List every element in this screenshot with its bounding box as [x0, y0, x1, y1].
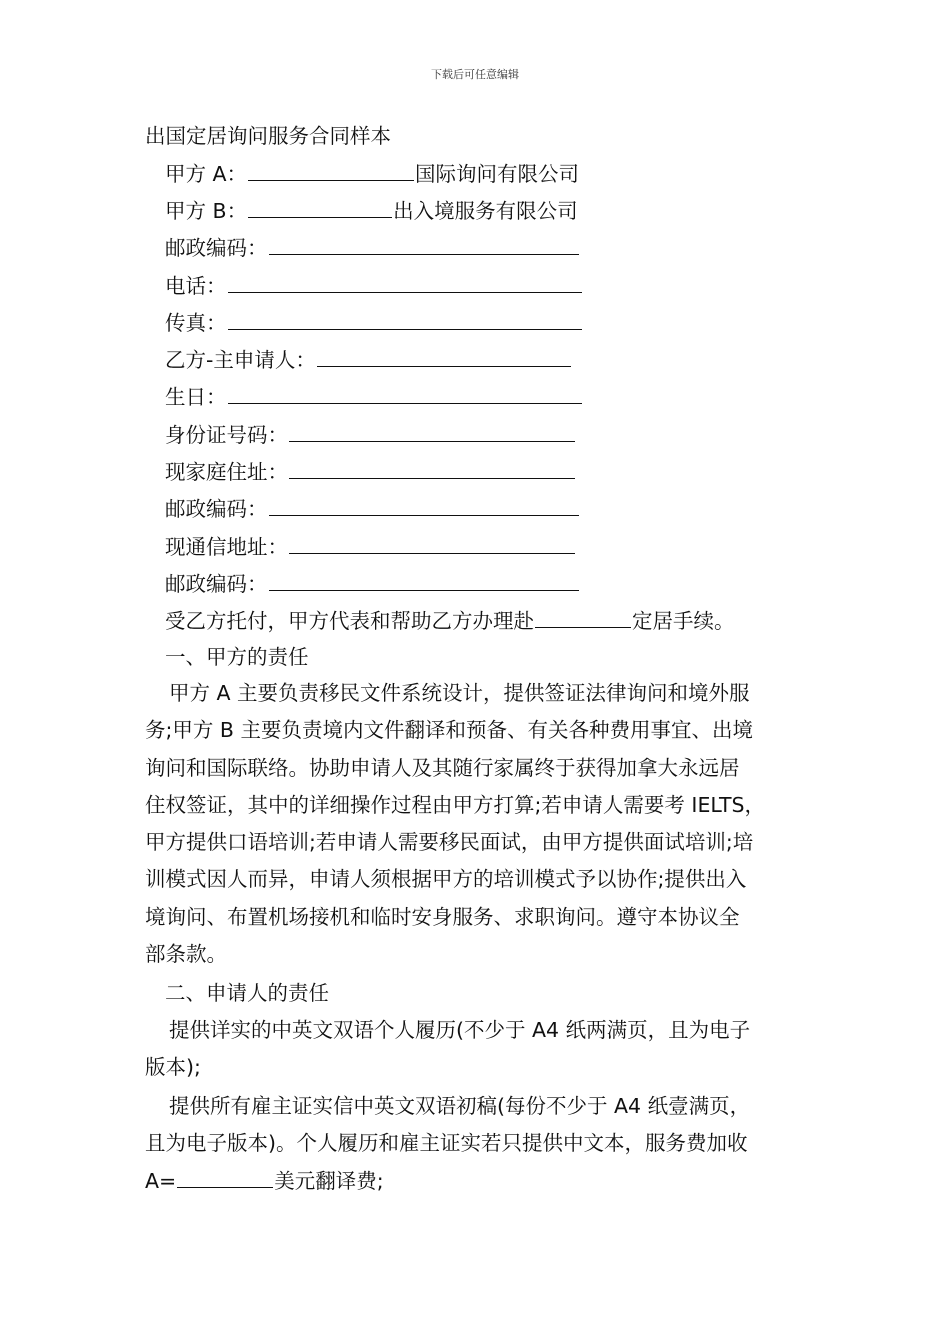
applicant-blank[interactable] — [317, 348, 571, 367]
section1-line: 甲方 A 主要负责移民文件系统设计，提供签证法律询问和境外服 — [169, 681, 750, 705]
phone-line — [165, 274, 583, 297]
party-b1-label: 甲方 B： — [165, 199, 248, 223]
postcode2-line — [165, 497, 580, 520]
applicant-label: 乙方-主申请人： — [165, 348, 316, 372]
birthday-label: 生日： — [165, 385, 227, 409]
birthday-line — [165, 385, 583, 408]
fee-suffix: 美元翻译费; — [274, 1168, 384, 1193]
id-number-blank[interactable] — [289, 423, 575, 442]
section2-p1-line: 版本); — [145, 1055, 201, 1080]
fee-blank[interactable] — [177, 1169, 273, 1188]
id-number-line — [165, 423, 576, 446]
entrust-line — [165, 609, 735, 632]
section1-title: 一、甲方的责任 — [165, 645, 309, 669]
section2-p2-line: 提供所有雇主证实信中英文双语初稿(每份不少于 A4 纸壹满页， — [169, 1094, 751, 1118]
entrust-suffix: 定居手续。 — [632, 609, 735, 633]
mail-address-line — [165, 535, 576, 558]
section1-line: 住权签证，其中的详细操作过程由甲方打算;若申请人需要考 IELTS， — [145, 792, 766, 817]
party-a1-suffix: 国际询问有限公司 — [415, 162, 580, 186]
section1-line: 询问和国际联络。协助申请人及其随行家属终于获得加拿大永远居 — [145, 755, 740, 780]
party-a1-label: 甲方 A： — [165, 162, 248, 186]
postcode1-blank[interactable] — [269, 236, 579, 255]
postcode2-label: 邮政编码： — [165, 497, 268, 521]
section1-line: 部条款。 — [145, 942, 227, 967]
phone-blank[interactable] — [228, 274, 582, 293]
postcode1-line — [165, 236, 580, 259]
section1-line: 务;甲方 B 主要负责境内文件翻译和预备、有关各种费用事宜、出境 — [145, 718, 754, 743]
section1-line: 训模式因人而异，申请人须根据甲方的培训模式予以协作;提供出入 — [145, 867, 747, 892]
section2-title: 二、申请人的责任 — [165, 981, 329, 1005]
postcode2-blank[interactable] — [269, 497, 579, 516]
postcode3-line — [165, 572, 580, 595]
section1-line: 境询问、布置机场接机和临时安身服务、求职询问。遵守本协议全 — [145, 904, 740, 929]
postcode3-label: 邮政编码： — [165, 572, 268, 596]
party-b1-suffix: 出入境服务有限公司 — [393, 199, 578, 223]
party-b1-blank[interactable] — [248, 199, 392, 218]
applicant-line — [165, 348, 572, 371]
page-header: 下载后可任意编辑 — [431, 68, 519, 81]
fee-prefix: A= — [145, 1168, 177, 1193]
home-address-label: 现家庭住址： — [165, 460, 288, 484]
section2-p2-last-line — [145, 1163, 807, 1200]
party-a1-blank[interactable] — [248, 162, 414, 181]
fax-line — [165, 311, 583, 334]
postcode3-blank[interactable] — [269, 572, 579, 591]
section2-paragraph-1 — [145, 1012, 807, 1087]
mail-address-blank[interactable] — [289, 535, 575, 554]
party-a1-line — [165, 162, 579, 185]
fax-blank[interactable] — [228, 311, 582, 330]
mail-address-label: 现通信地址： — [165, 535, 288, 559]
section1-line: 甲方提供口语培训;若申请人需要移民面试，由甲方提供面试培训;培 — [145, 830, 754, 855]
home-address-blank[interactable] — [289, 460, 575, 479]
section2-p1-line: 提供详实的中英文双语个人履历(不少于 A4 纸两满页，且为电子 — [169, 1018, 751, 1042]
entrust-prefix: 受乙方托付，甲方代表和帮助乙方办理赴 — [165, 609, 534, 633]
section1-body — [145, 675, 807, 973]
id-number-label: 身份证号码： — [165, 423, 288, 447]
fax-label: 传真： — [165, 311, 227, 335]
party-b1-line — [165, 199, 578, 222]
section2-p2-line: 且为电子版本)。个人履历和雇主证实若只提供中文本，服务费加收 — [145, 1131, 748, 1156]
document-title: 出国定居询问服务合同样本 — [145, 124, 391, 148]
destination-blank[interactable] — [535, 609, 631, 628]
phone-label: 电话： — [165, 274, 227, 298]
postcode1-label: 邮政编码： — [165, 236, 268, 260]
home-address-line — [165, 460, 576, 483]
birthday-blank[interactable] — [228, 385, 582, 404]
section2-paragraph-2 — [145, 1088, 807, 1200]
